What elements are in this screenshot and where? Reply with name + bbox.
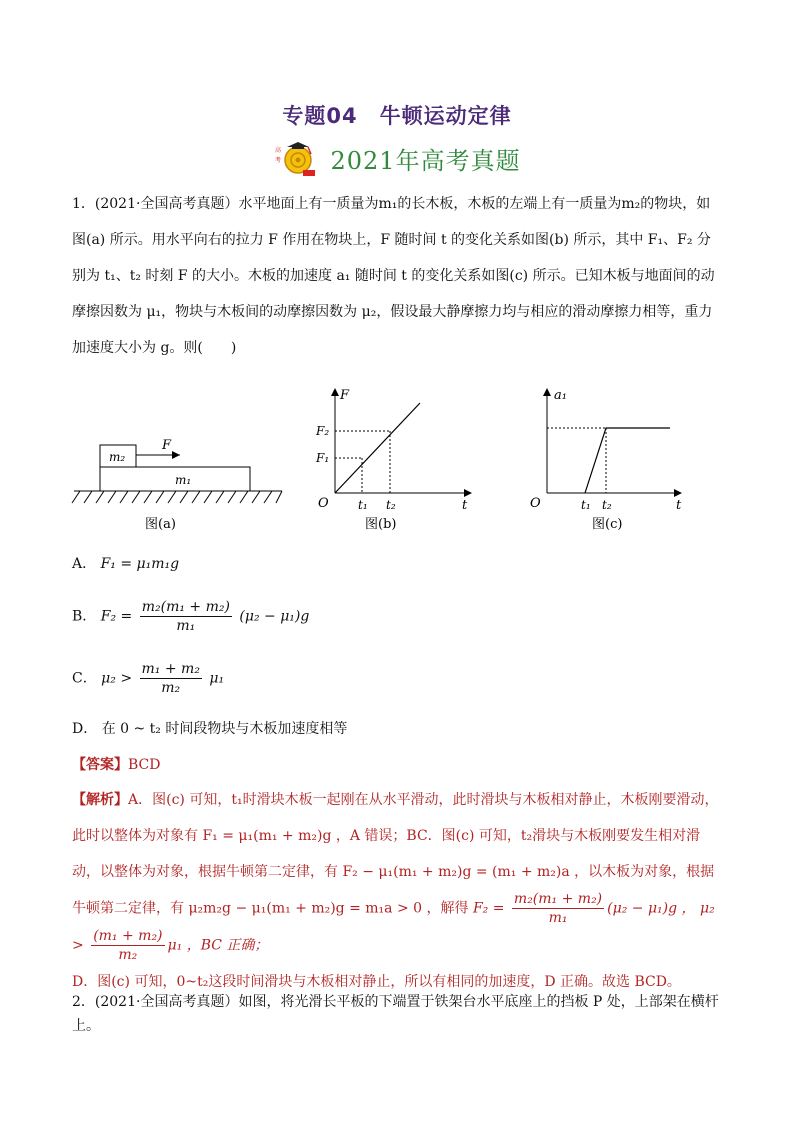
option-d-text: 在 0 ~ t₂ 时间段物块与木板加速度相等 — [101, 721, 348, 737]
figure-b-origin: O — [318, 496, 329, 511]
analysis-tag: 【解析】 — [72, 792, 128, 808]
option-b-fraction — [140, 598, 232, 635]
figure-c-caption: 图(c) — [592, 517, 623, 532]
answer-line — [72, 754, 160, 774]
option-c-lhs: μ₂ > — [101, 670, 133, 687]
option-c-tail: μ₁ — [209, 670, 225, 687]
subtitle-row — [0, 138, 794, 178]
exam-mascot-logo-icon — [273, 138, 319, 178]
option-a-letter: A． — [72, 556, 97, 572]
option-d-letter: D． — [72, 721, 98, 737]
figure-b-F2-label: F₂ — [316, 424, 330, 438]
answer-tag: 【答案】 — [72, 757, 128, 773]
figure-a-board-label: m₁ — [175, 473, 192, 487]
option-c-fraction — [140, 660, 202, 697]
option-c-denominator: m₂ — [161, 680, 181, 696]
analysis-part1: A．图(c) 可知，t₁时滑块木板一起刚在从水平滑动，此时滑块与木板相对静止，木板刚要滑动，此时以整体为对象有 F₁ = μ₁(m₁ + m₂)g ，A 错误；BC．图(c) 可知，t₂滑块与木板刚要发生相对滑动，以整体为对象，根据牛顿第二定律，有 F₂ − μ₁(m₁ + m₂)g = (m₁ + m₂)a ，以木板为对象，根据牛顿第二定律，有 μ₂m₂g − μ₁(m₁ + m₂)g = m₁a > 0 ，解得 — [72, 792, 719, 917]
option-b-numerator: m₂(m₁ + m₂) — [141, 599, 230, 615]
figure-c-t1-label: t₁ — [581, 498, 591, 512]
svg-text:考: 考 — [275, 157, 282, 164]
option-d — [72, 718, 347, 740]
answer-value: BCD — [128, 757, 161, 773]
option-c — [72, 660, 224, 697]
figure-b-force-line — [335, 403, 420, 493]
analysis-block — [72, 782, 724, 1000]
figure-c-y-axis: a₁ — [554, 388, 567, 403]
option-c-numerator: m₁ + m₂ — [141, 661, 200, 677]
analysis-mu-fraction — [91, 927, 164, 964]
figure-c-x-axis: t — [676, 498, 682, 513]
analysis-f2-lhs: F₂ = — [472, 900, 505, 917]
figure-b-F1-label: F₁ — [316, 451, 330, 465]
figure-c-acceleration-line — [585, 428, 670, 493]
option-a-rhs: = μ₁m₁g — [120, 556, 180, 572]
option-a — [72, 553, 179, 575]
analysis-mu-tail: μ₁ ，BC 正确； — [167, 937, 269, 954]
option-b-letter: B． — [72, 608, 97, 625]
analysis-f2-denominator: m₁ — [548, 910, 568, 926]
option-c-letter: C． — [72, 670, 97, 687]
analysis-part2: D．图(c) 可知，0~t₂这段时间滑块与木板相对静止，所以有相同的加速度，D 正确。故选 BCD。 — [72, 974, 681, 990]
option-b-tail: (μ₂ − μ₁)g — [239, 608, 310, 625]
figure-b-t1-label: t₁ — [358, 498, 368, 512]
svg-text:高: 高 — [275, 147, 282, 154]
figure-a — [72, 438, 282, 532]
question-1-stem: 1．(2021·全国高考真题）水平地面上有一质量为m₁的长木板，木板的左端上有一质量为m₂的物块，如图(a) 所示。用水平向右的拉力 F 作用在物块上，F 随时间 t 的变化关系如图(b) 所示，其中 F₁、F₂ 分别为 t₁、t₂ 时刻 F 的大小。木板的加速度 a₁ 随时间 t 的变化关系如图(c) 所示。已知木板与地面间的动摩擦因数为 μ₁，物块与木板间的动摩擦因数为 μ₂，假设最大静摩擦力均与相应的滑动摩擦力相等，重力加速度大小为 g。则( ) — [72, 196, 715, 356]
figure-c-t2-label: t₂ — [602, 498, 612, 512]
option-b — [72, 598, 309, 635]
analysis-mu-denominator: m₂ — [118, 947, 138, 963]
option-b-lhs: F₂ = — [100, 608, 133, 625]
analysis-f2-fraction — [512, 890, 604, 927]
figure-b-y-axis: F — [340, 388, 350, 403]
option-b-denominator: m₁ — [176, 618, 196, 634]
analysis-mu-numerator: (m₁ + m₂) — [93, 928, 163, 944]
page-title: 专题04 牛顿运动定律 — [282, 104, 512, 128]
figure-c — [530, 388, 682, 532]
figure-a-block-label: m₂ — [109, 450, 126, 464]
analysis-mu-lhs: μ₂ > — [72, 900, 715, 954]
option-a-lhs: F₁ — [100, 556, 116, 572]
figure-c-origin: O — [530, 496, 541, 511]
analysis-f2-numerator: m₂(m₁ + m₂) — [513, 891, 603, 907]
figure-a-caption: 图(a) — [145, 517, 176, 532]
question-2-stem: 2．(2021·全国高考真题）如图，将光滑长平板的下端置于铁架台水平底座上的挡板 P 处，上部架在横杆上。 — [72, 994, 719, 1034]
question-1-figures — [60, 383, 740, 543]
figure-b-caption: 图(b) — [365, 517, 397, 532]
section-subtitle: 2021年高考真题 — [330, 146, 521, 175]
figure-b — [315, 388, 472, 532]
figure-b-t2-label: t₂ — [386, 498, 396, 512]
figure-b-x-axis: t — [462, 498, 468, 513]
analysis-f2-tail: (μ₂ − μ₁)g ， — [607, 900, 696, 917]
figure-a-force-label: F — [162, 438, 172, 453]
